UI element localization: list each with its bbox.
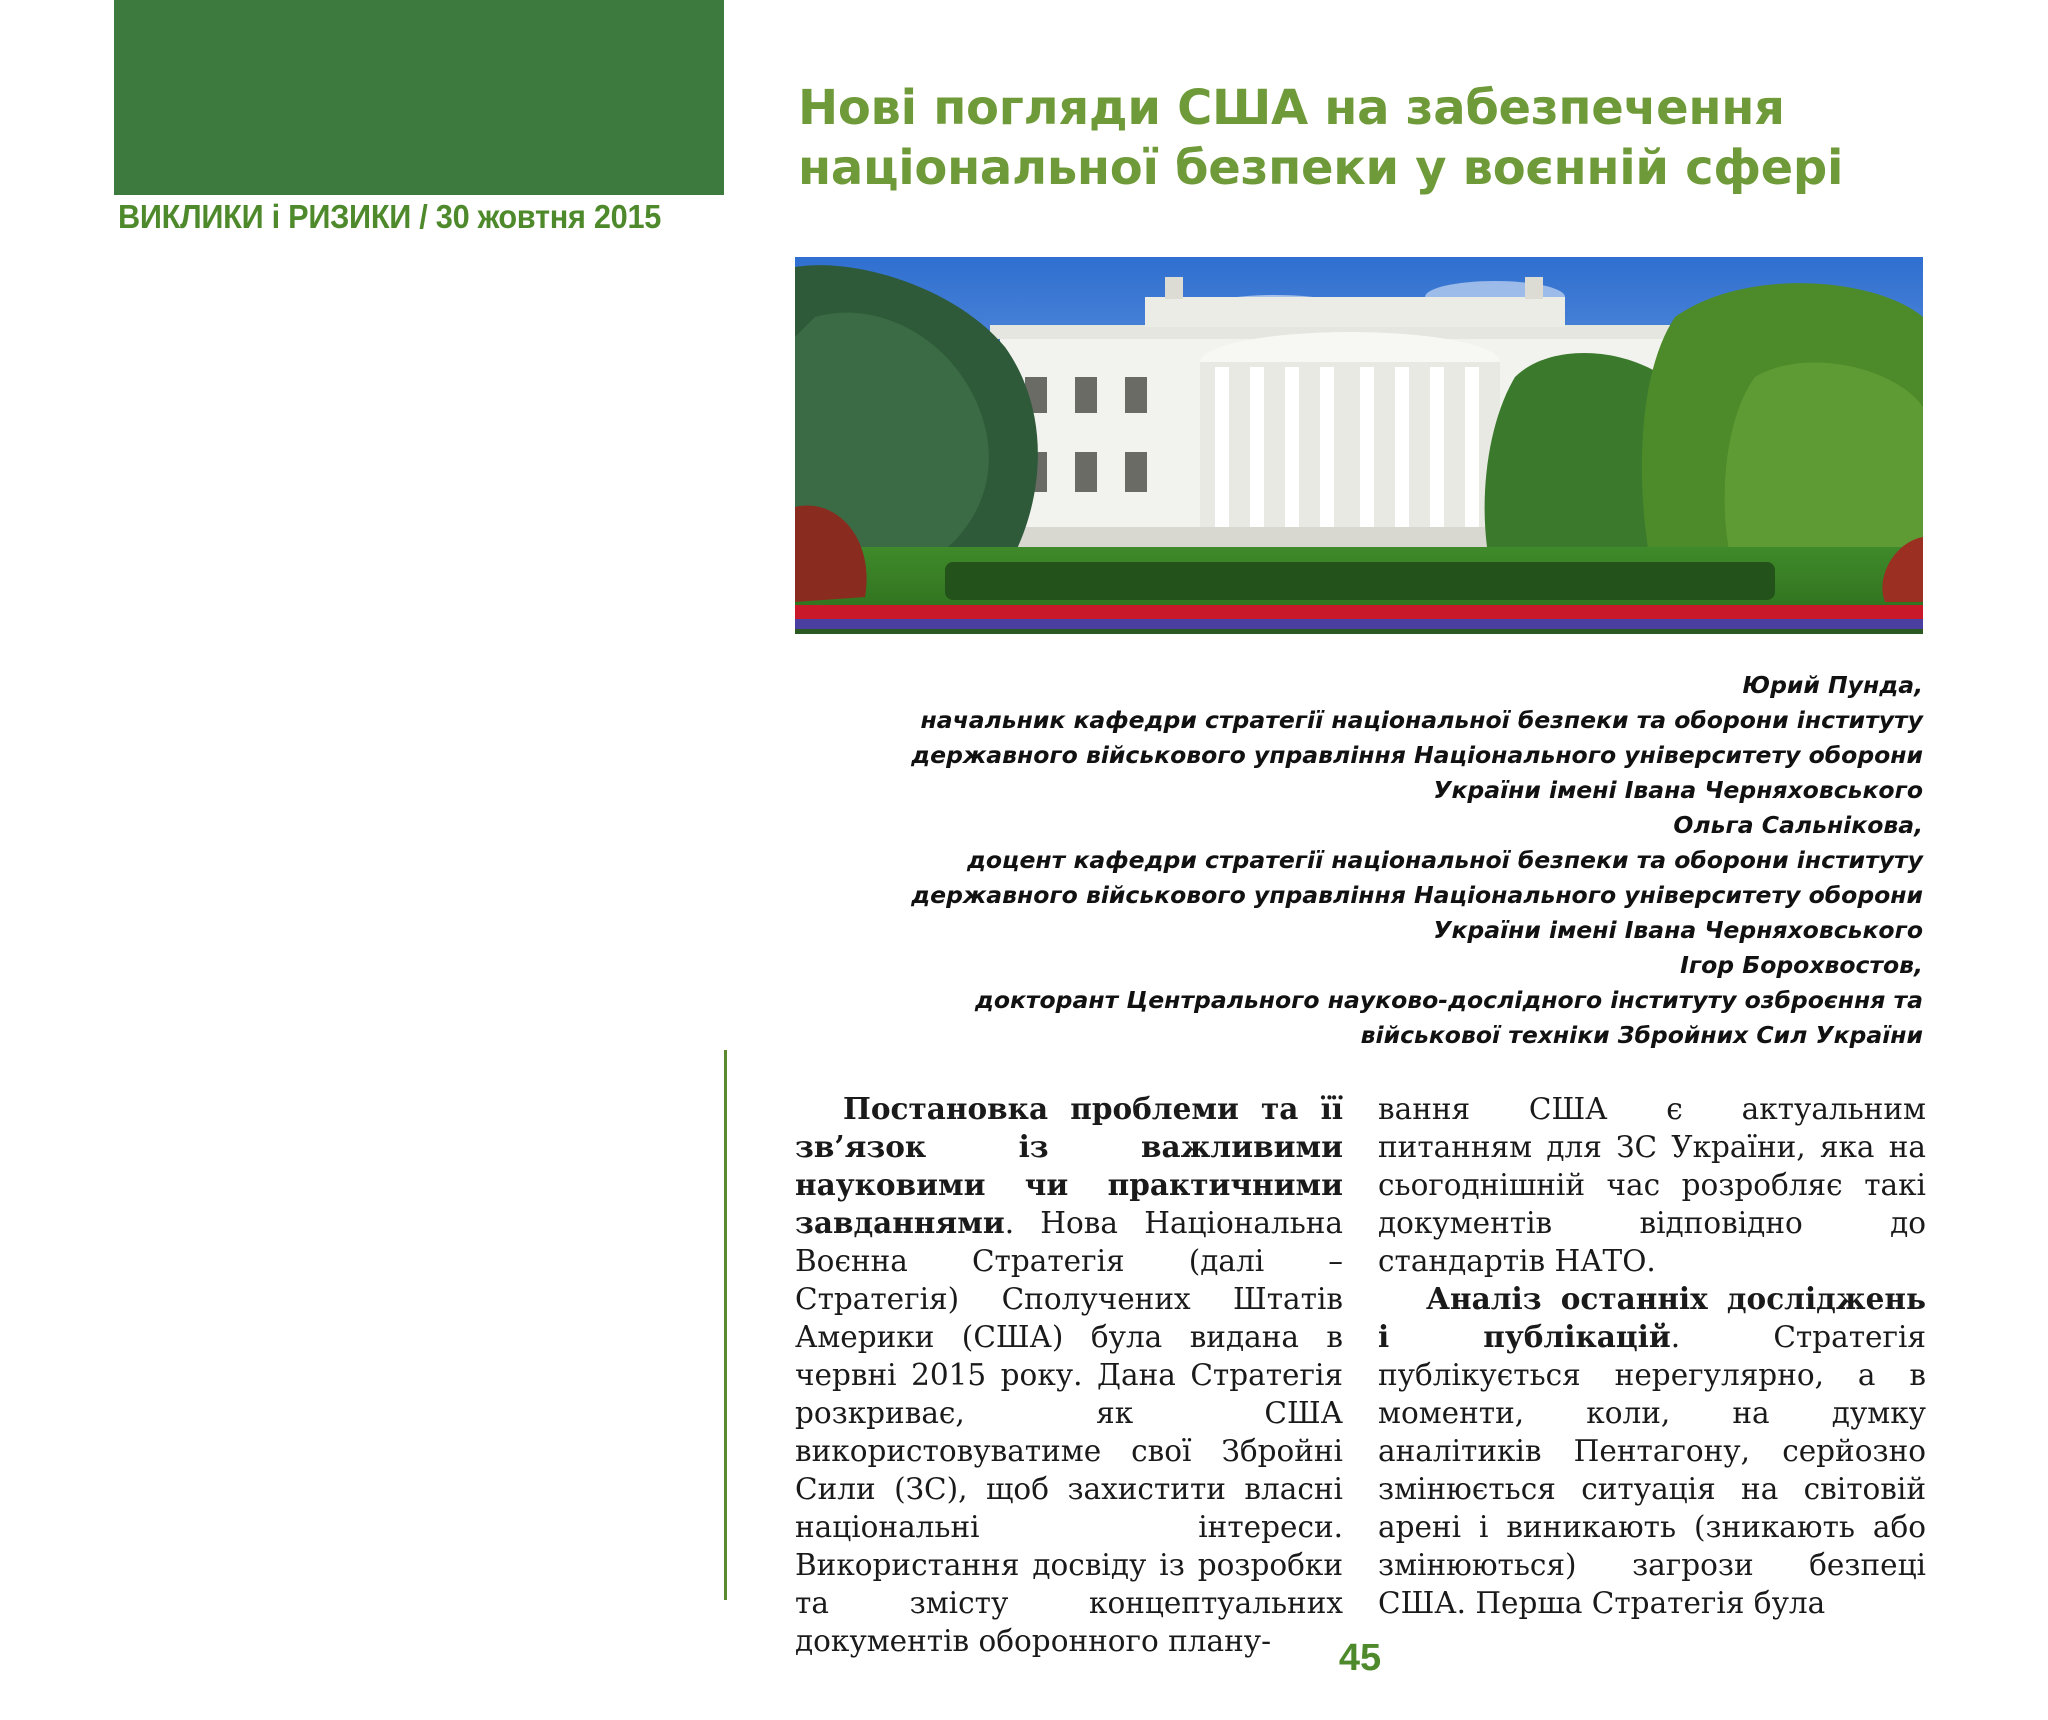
vertical-rule — [724, 1050, 727, 1600]
author-line: Ольга Сальнікова, — [1673, 811, 1923, 839]
author-line: начальник кафедри стратегії національної безпеки та оборони інституту — [920, 706, 1923, 734]
body-column-right — [1378, 1090, 1926, 1622]
white-house-photo — [795, 257, 1923, 634]
body-column-left — [795, 1090, 1343, 1660]
body-text: . Нова Національна Воєнна Стратегія (далі – Стратегія) Сполучених Штатів Америки (США) була видана в червні 2015 року. Дана Стратегія розкриває, як США використовуватиме свої Збройні Сили (ЗС), щоб захистити власні національні інтереси. Використання досвіду із розробки та змісту концептуальних документів оборонного плану- — [795, 1206, 1343, 1658]
heading-problem-statement: Постановка проблеми та її зв’язок із важливими науковими чи практичними завданнями — [795, 1091, 1343, 1240]
author-line: Юрий Пунда, — [1742, 671, 1923, 699]
paragraph-research-analysis — [1378, 1280, 1926, 1622]
author-line: державного військового управління Національного університету оборони — [911, 881, 1923, 909]
paragraph-problem-statement — [795, 1090, 1343, 1660]
author-byline — [795, 668, 1923, 1053]
heading-research-analysis: Аналіз останніх досліджень і публікацій — [1378, 1281, 1926, 1354]
author-line: державного військового управління Національного університету оборони — [911, 741, 1923, 769]
author-line: військової техніки Збройних Сил України — [1360, 1021, 1923, 1049]
title-line-2: національної безпеки у воєнній сфері — [798, 140, 1844, 196]
author-line: України імені Івана Черняховського — [1433, 776, 1923, 804]
paragraph-continuation: вання США є актуальним питанням для ЗС України, яка на сьогоднішній час розробляє такі документів відповідно до стандартів НАТО. — [1378, 1092, 1926, 1278]
title-line-1: Нові погляди США на забезпечення — [798, 80, 1785, 136]
section-label: ВИКЛИКИ і РИЗИКИ / 30 жовтня 2015 — [118, 198, 662, 235]
author-line: доцент кафедри стратегії національної безпеки та оборони інституту — [966, 846, 1923, 874]
body-text: . Стратегія публікується нерегулярно, а в моменти, коли, на думку аналітиків Пентагону, серйозно змінюється ситуація на світовій арені і виникають (зникають або змінюються) загрози безпеці США. Перша Стратегія була — [1378, 1320, 1926, 1620]
author-line: докторант Центрального науково-дослідного інституту озброєння та — [974, 986, 1923, 1014]
page-number: 45 — [1338, 1637, 1382, 1679]
article-title — [798, 78, 1938, 198]
author-line: Ігор Борохвостов, — [1680, 951, 1923, 979]
author-line: України імені Івана Черняховського — [1433, 916, 1923, 944]
header-color-block — [114, 0, 724, 195]
